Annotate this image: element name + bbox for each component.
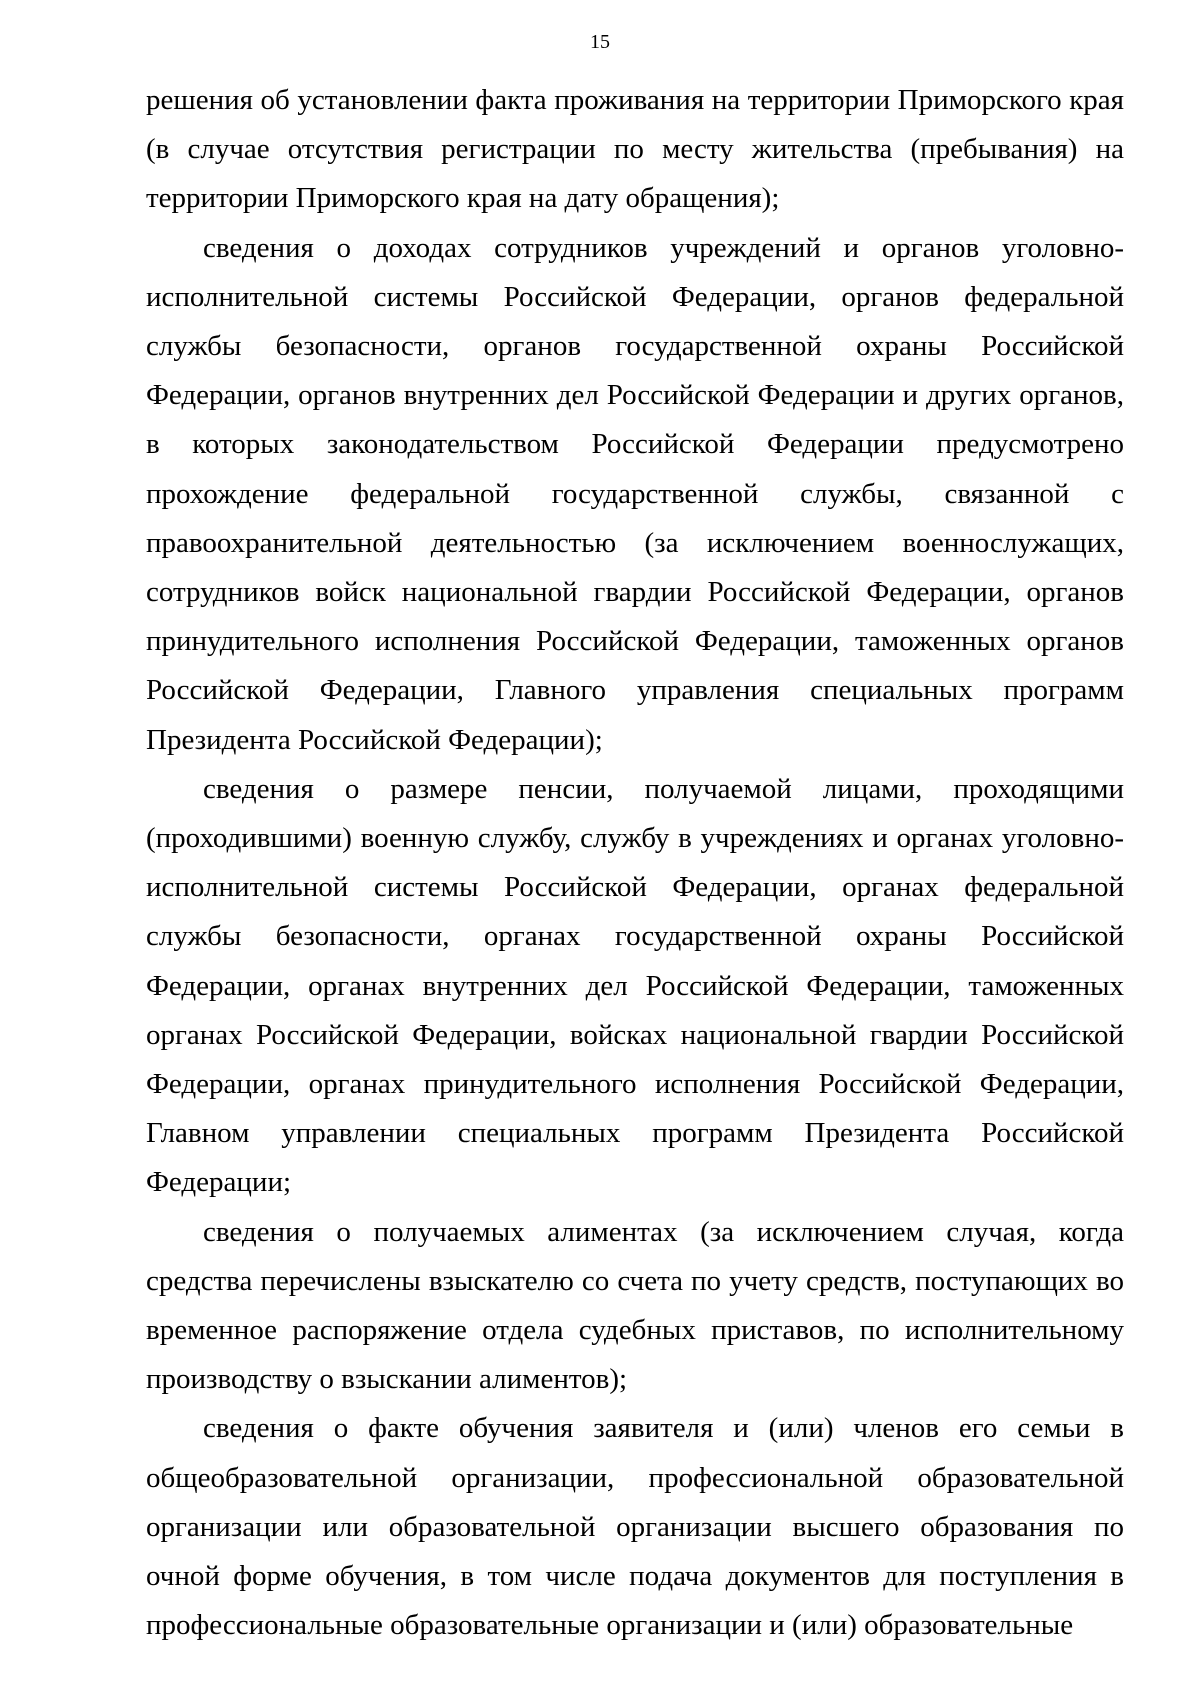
paragraph-continuation: решения об установлении факта проживания на территории Приморского края (в случае отсутствия регистрации по месту жительства (пребывания) на территории Приморского края на дату обращения); [146,84,1124,215]
document-body [146,76,1124,1651]
paragraph-alimony-info: сведения о получаемых алиментах (за исключением случая, когда средства перечислены взыскателю со счета по учету средств, поступающих во временное распоряжение отдела судебных приставов, по исполнительному производству о взыскании алиментов); [146,1215,1124,1396]
page-number: 15 [590,31,610,53]
paragraph-income-info: сведения о доходах сотрудников учреждений и органов уголовно-исполнительной системы Российской Федерации, органов федеральной службы безопасности, органов государственной охраны Российской Федерации, органов внутренних дел Российской Федерации и других органов, в которых законодательством Российской Федерации предусмотрено прохождение федеральной государственной службы, связанной с правоохранительной деятельностью (за исключением военнослужащих, сотрудников войск национальной гвардии Российской Федерации, органов принудительного исполнения Российской Федерации, таможенных органов Российской Федерации, Главного управления специальных программ Президента Российской Федерации); [146,231,1124,756]
paragraph-pension-info: сведения о размере пенсии, получаемой лицами, проходящими (проходившими) военную службу, службу в учреждениях и органах уголовно-исполнительной системы Российской Федерации, органах федеральной службы безопасности, органах государственной охраны Российской Федерации, органах внутренних дел Российской Федерации, таможенных органах Российской Федерации, войсках национальной гвардии Российской Федерации, органах принудительного исполнения Российской Федерации, Главном управлении специальных программ Президента Российской Федерации; [146,772,1124,1199]
paragraph-education-info: сведения о факте обучения заявителя и (или) членов его семьи в общеобразовательной организации, профессиональной образовательной организации или образовательной организации высшего образования по очной форме обучения, в том числе подача документов для поступления в профессиональные образовательные организации и (или) образовательные [146,1412,1124,1642]
